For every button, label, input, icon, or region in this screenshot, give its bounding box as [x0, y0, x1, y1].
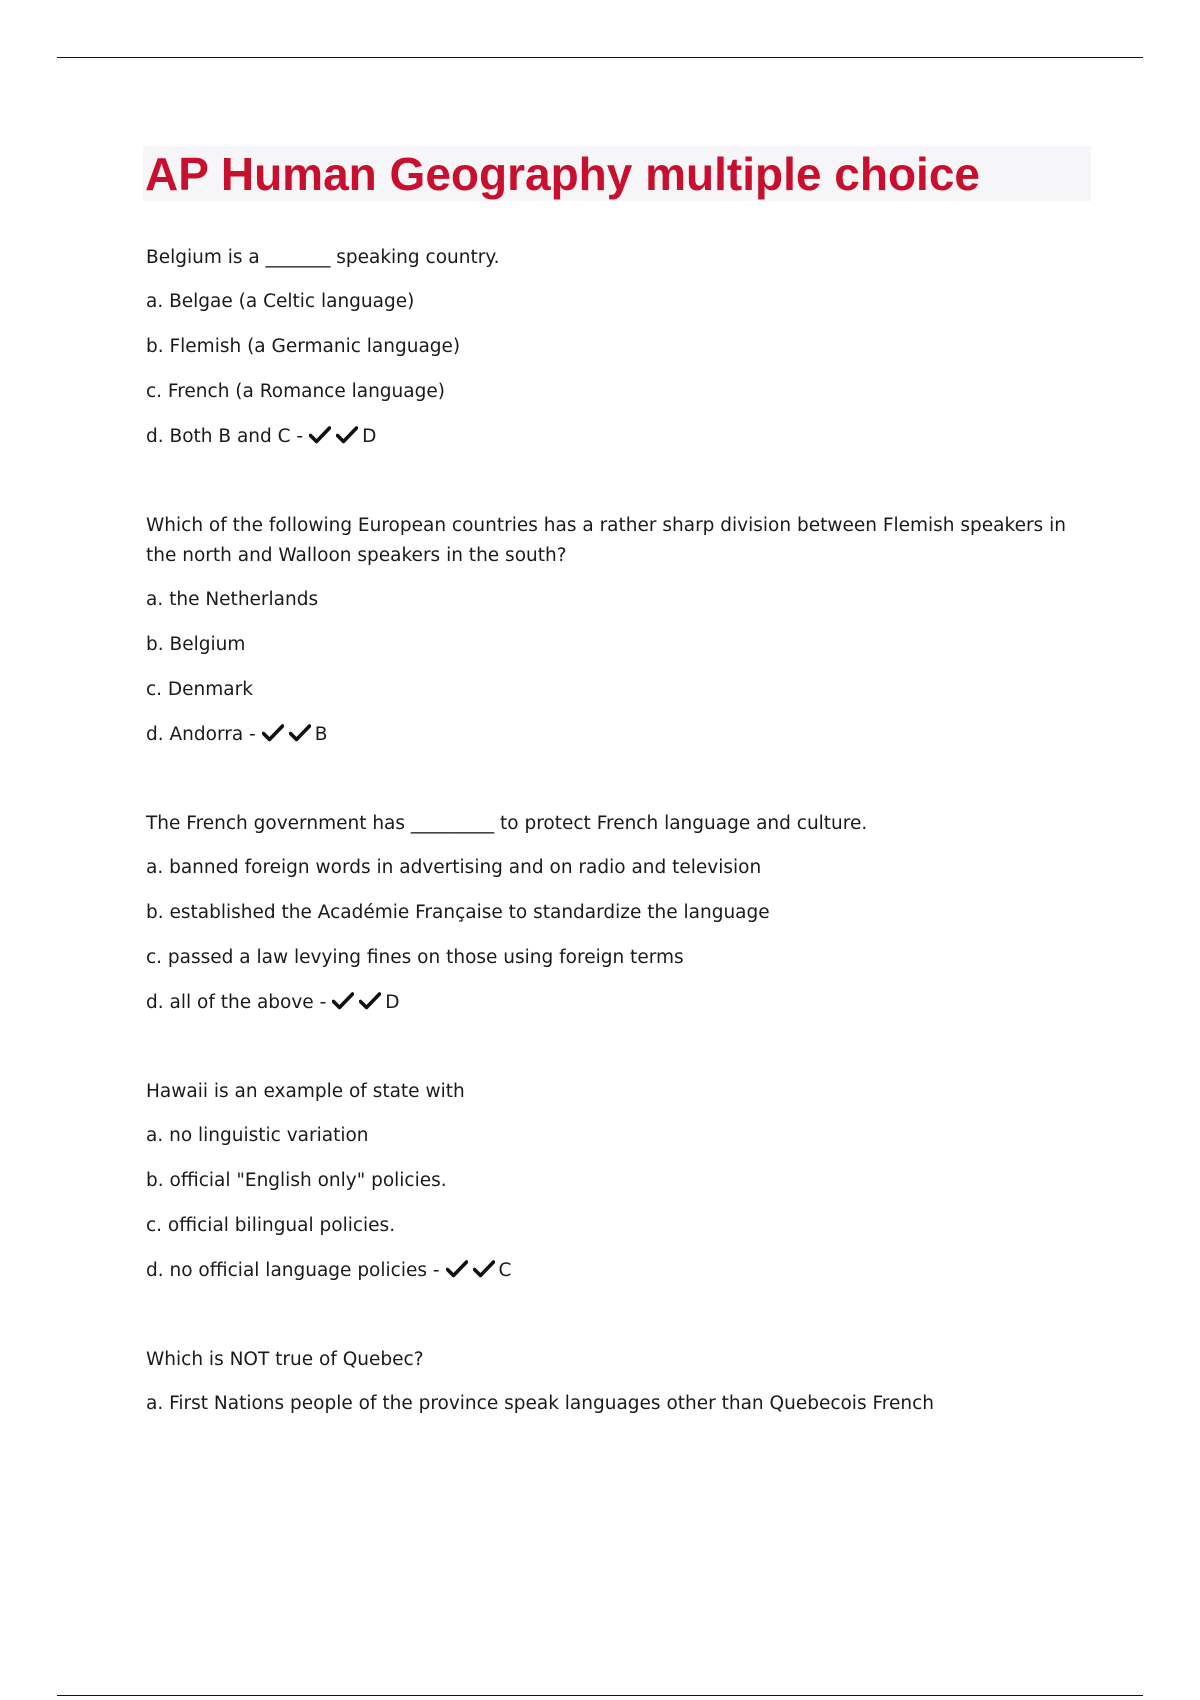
option-b: b. Flemish (a Germanic language) [146, 336, 461, 357]
option-d-text: d. all of the above - [146, 992, 327, 1013]
option-d-text: d. Both B and C - [146, 426, 304, 447]
question-text: Which is NOT true of Quebec? [146, 1349, 424, 1370]
option-a: a. the Netherlands [146, 589, 319, 610]
option-d [146, 422, 1086, 452]
option-a: a. Belgae (a Celtic language) [146, 291, 415, 312]
option-c: c. French (a Romance language) [146, 381, 445, 402]
answer-letter: D [362, 426, 377, 447]
check-icon [262, 724, 284, 742]
option-d-text: d. no official language policies - [146, 1260, 440, 1281]
question-3 [146, 809, 1086, 1018]
check-icon [336, 426, 358, 444]
check-icon [446, 1260, 468, 1278]
question-text: The French government has _________ to protect French language and culture. [146, 813, 868, 834]
top-rule [57, 57, 1143, 58]
question-text: Belgium is a _______ speaking country. [146, 247, 500, 268]
answer-letter: D [385, 992, 400, 1013]
option-c: c. official bilingual policies. [146, 1215, 396, 1236]
option-d [146, 720, 1086, 750]
answer-letter: B [314, 724, 328, 745]
question-2 [146, 511, 1086, 750]
option-a: a. no linguistic variation [146, 1125, 369, 1146]
option-a: a. First Nations people of the province speak languages other than Quebecois French [146, 1393, 934, 1414]
check-icon [473, 1260, 495, 1278]
bottom-rule [57, 1695, 1143, 1696]
option-b: b. established the Académie Française to standardize the language [146, 902, 770, 923]
check-icon [309, 426, 331, 444]
option-d-text: d. Andorra - [146, 724, 256, 745]
option-c: c. passed a law levying fines on those using foreign terms [146, 947, 684, 968]
question-text: Which of the following European countries has a rather sharp division between Flemish speakers in the north and Walloon speakers in the south? [146, 515, 1066, 566]
answer-letter: C [498, 1260, 512, 1281]
question-text: Hawaii is an example of state with [146, 1081, 465, 1102]
option-b: b. Belgium [146, 634, 246, 655]
option-c: c. Denmark [146, 679, 253, 700]
question-list [146, 243, 1086, 1478]
check-icon [289, 724, 311, 742]
question-5 [146, 1345, 1086, 1419]
question-4 [146, 1077, 1086, 1286]
page-title: AP Human Geography multiple choice [145, 148, 980, 200]
check-icon [359, 992, 381, 1010]
question-1 [146, 243, 1086, 452]
check-icon [332, 992, 354, 1010]
option-b: b. official "English only" policies. [146, 1170, 447, 1191]
option-a: a. banned foreign words in advertising and on radio and television [146, 857, 762, 878]
option-d [146, 1256, 1086, 1286]
option-d [146, 988, 1086, 1018]
